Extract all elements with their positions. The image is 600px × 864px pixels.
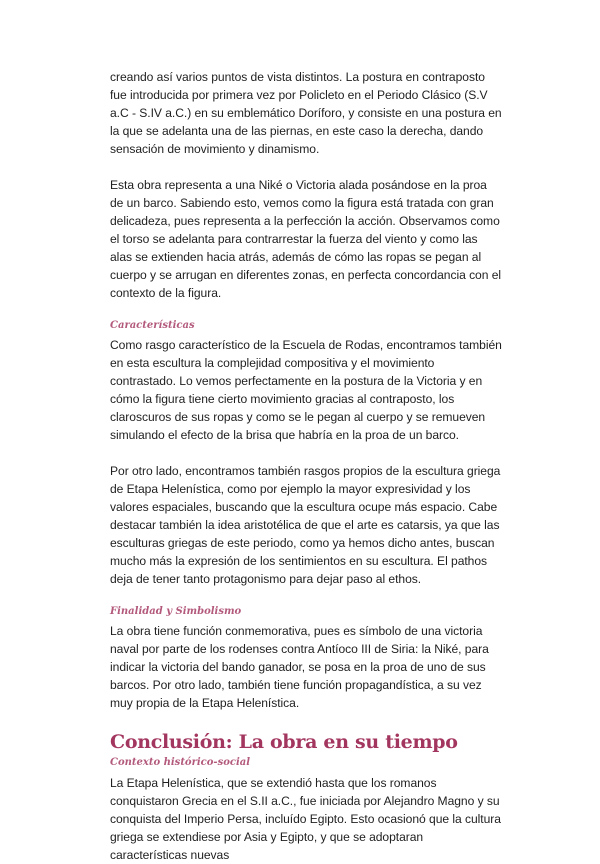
subheading-caracteristicas: Características	[110, 320, 195, 331]
section-title-conclusion: Conclusión: La obra en su tiempo	[110, 731, 458, 753]
paragraph-nike-description: Esta obra representa a una Niké o Victoria alada posándose en la proa de un barco. Sabiendo esto, vemos como la figura está tratada con gran delicadeza, pues representa a la perfección la acción. Observamos como el torso se adelanta para contrarrestar la fuerza del viento y como las alas se extienden hacia atrás, además de cómo las ropas se pegan al cuerpo y se arrugan en diferentes zonas, en perfecta concordancia con el contexto de la figura.	[110, 178, 502, 300]
paragraph-funcion: La obra tiene función conmemorativa, pues es símbolo de una victoria naval por parte de los rodenses contra Antíoco III de Siria: la Niké, para indicar la victoria del bando ganador, se posa en la proa de uno de sus barcos. Por otro lado, también tiene función propagandística, a su vez muy propia de la Etapa Helenística.	[110, 624, 489, 710]
paragraph-contexto-historico: La Etapa Helenística, que se extendió hasta que los romanos conquistaron Grecia en el S.II a.C., fue iniciada por Alejandro Magno y su conquista del Imperio Persa, incluído Egipto. Esto ocasionó que la cultura griega se extendiese por Asia y Egipto, y que se adoptaran características nuevas	[110, 776, 501, 862]
paragraph-gap	[110, 444, 502, 462]
paragraph-escuela-rodas: Como rasgo característico de la Escuela de Rodas, encontramos también en esta escultura la complejidad compositiva y el movimiento contrastado. Lo vemos perfectamente en la postura de la Victoria y en cómo la figura tiene cierto movimiento gracias al contraposto, los claroscuros de sus ropas y como se le pegan al cuerpo y se remueven simulando el efecto de la brisa que habría en la proa de un barco.	[110, 338, 502, 442]
subheading-contexto: Contexto histórico-social	[110, 757, 251, 768]
paragraph-contraposto: creando así varios puntos de vista distintos. La postura en contraposto fue introducida por primera vez por Policleto en el Periodo Clásico (S.V a.C - S.IV a.C.) en su emblemático Doríforo, y consiste en una postura en la que se adelanta una de las piernas, en este caso la derecha, dando sensación de movimiento y dinamismo.	[110, 70, 502, 156]
page-content	[110, 68, 502, 864]
paragraph-etapa-helenistica-rasgos: Por otro lado, encontramos también rasgos propios de la escultura griega de Etapa Helenística, como por ejemplo la mayor expresividad y los valores espaciales, buscando que la escultura ocupe más espacio. Cabe destacar también la idea aristotélica de que el arte es catarsis, ya que las esculturas griegas de este periodo, como ya hemos dicho antes, buscan mucho más la expresión de los sentimientos en su escultura. El pathos deja de tener tanto protagonismo para dejar paso al ethos.	[110, 464, 501, 586]
subheading-finalidad: Finalidad y Simbolismo	[110, 606, 242, 617]
paragraph-gap	[110, 158, 502, 176]
